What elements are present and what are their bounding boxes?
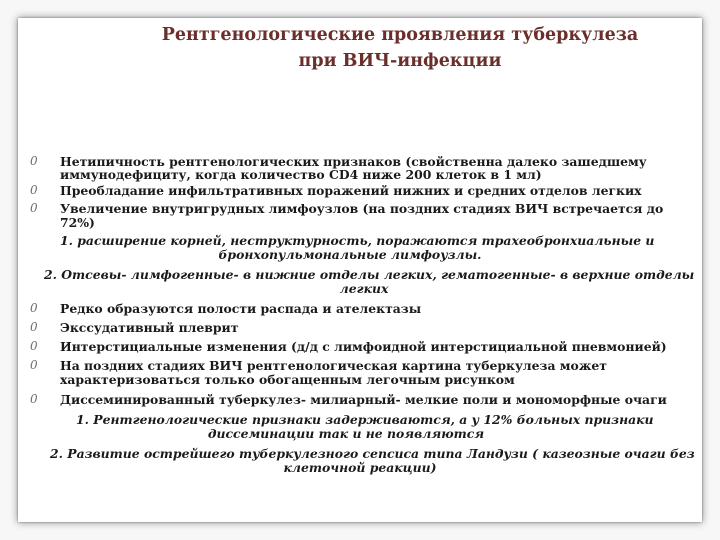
slide-title [120, 22, 680, 74]
sub-note [44, 267, 694, 282]
list-item: На поздних стадиях ВИЧ рентгенологическая картина туберкулеза может [60, 358, 607, 373]
bullet-marker: 0 [30, 320, 38, 334]
bullet-marker: 0 [30, 183, 38, 197]
sub-note-number: 1. [60, 233, 73, 248]
bullet-marker: 0 [30, 339, 38, 353]
bullet-marker: 0 [30, 358, 38, 372]
slide-body [0, 150, 720, 530]
bullet-marker: 0 [30, 301, 38, 315]
title-line-2: при ВИЧ-инфекции [298, 51, 502, 71]
list-item: Преобладание инфильтративных поражений нижних и средних отделов легких [60, 183, 642, 198]
bullet-marker: 0 [30, 392, 38, 406]
list-item-continuation: 72%) [60, 215, 95, 230]
list-item: Нетипичность рентгенологических признаков (свойственна далеко зашедшему [60, 154, 647, 169]
sub-note-text: Рентгенологические признаки задерживаются, а у 12% больных признаки [93, 412, 654, 427]
sub-note [76, 412, 654, 427]
sub-note-continuation: легких [339, 281, 389, 296]
sub-note-continuation: диссеминации так и не появляются [207, 426, 485, 441]
title-line-1: Рентгенологические проявления туберкулеза [161, 25, 639, 45]
sub-note-text: расширение корней, неструктурность, поражаются трахеобронхиальные и [77, 233, 655, 248]
list-item: Экссудативный плеврит [60, 320, 239, 335]
sub-note-text: Отсевы- лимфогенные- в нижние отделы легких, гематогенные- в верхние отделы [61, 267, 695, 282]
list-item-continuation: иммунодефициту, когда количество CD4 ниже 200 клеток в 1 мл) [60, 167, 542, 182]
list-item: Редко образуются полости распада и ателектазы [60, 301, 422, 316]
list-item: Увеличение внутригрудных лимфоузлов (на поздних стадиях ВИЧ встречается до [60, 201, 664, 216]
sub-note-number: 1. [76, 412, 89, 427]
sub-note [60, 233, 654, 248]
bullet-marker: 0 [30, 154, 38, 168]
sub-note [50, 446, 695, 461]
list-item: Интерстициальные изменения (д/д с лимфоидной интерстициальной пневмонией) [60, 339, 667, 354]
sub-note-number: 2. [44, 267, 57, 282]
sub-note-number: 2. [50, 446, 63, 461]
sub-note-continuation: клеточной реакции) [283, 460, 437, 475]
list-item: Диссеминированный туберкулез- милиарный- мелкие поли и мономорфные очаги [60, 392, 667, 407]
sub-note-continuation: бронхопульмональные лимфоузлы. [218, 247, 482, 262]
list-item-continuation: характеризоваться только обогащенным легочным рисунком [60, 372, 515, 387]
bullet-marker: 0 [30, 201, 38, 215]
sub-note-text: Развитие острейшего туберкулезного сепсиса типа Ландузи ( казеозные очаги без [67, 446, 695, 461]
